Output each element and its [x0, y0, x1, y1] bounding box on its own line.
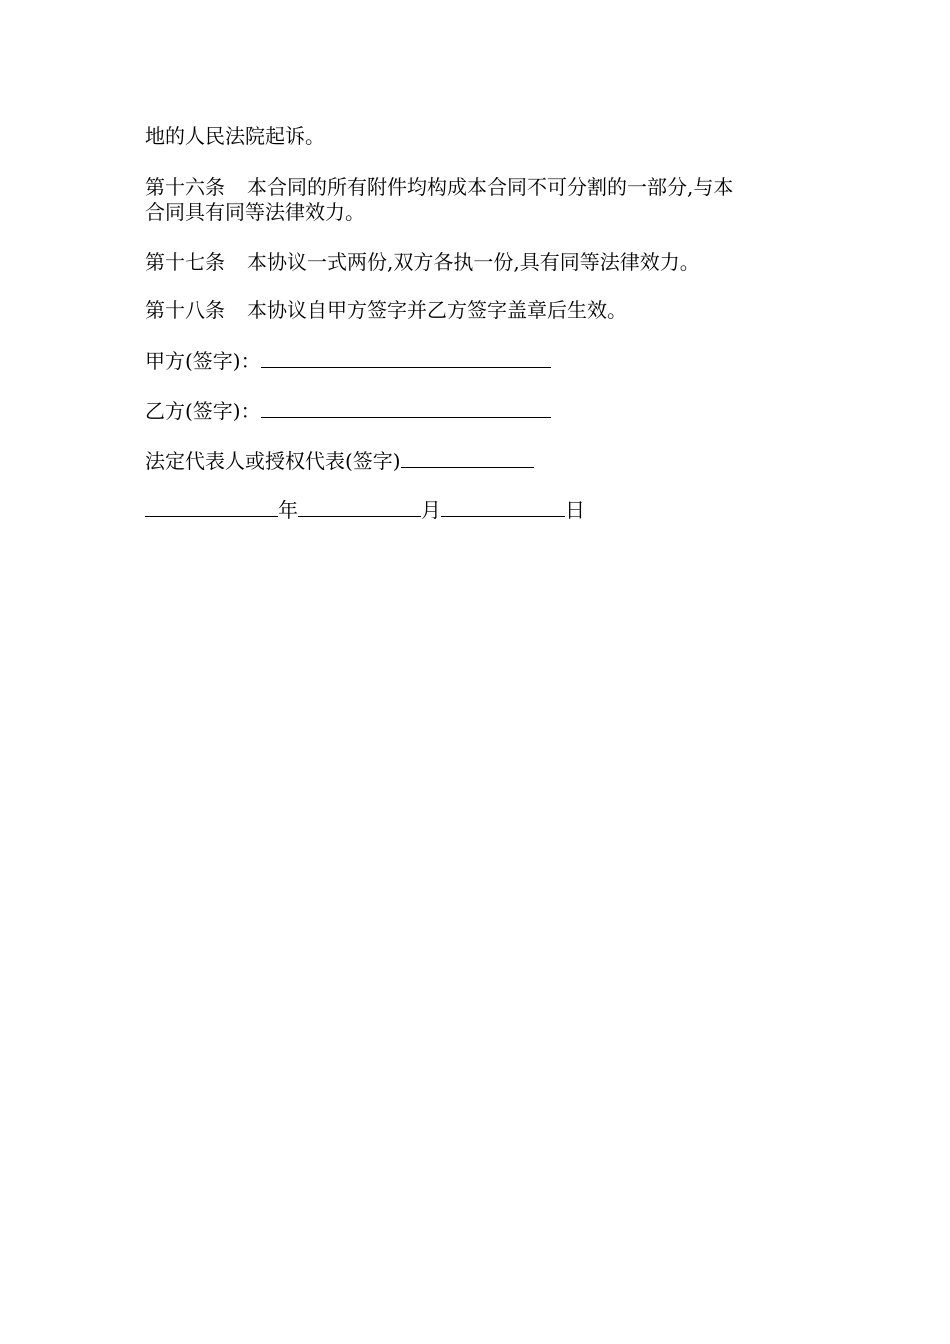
article-16-line-1 [145, 175, 815, 199]
article-17 [145, 250, 815, 274]
article-18-label: 第十八条 [145, 298, 225, 322]
party-a-signature-blank [261, 349, 551, 368]
month-label: 月 [421, 498, 441, 522]
article-16-label: 第十六条 [145, 175, 225, 199]
paragraph-court-clause [145, 124, 815, 148]
article-17-label: 第十七条 [145, 250, 225, 274]
day-label: 日 [565, 498, 585, 522]
party-a-signature-line [145, 349, 815, 373]
year-blank [145, 498, 278, 517]
year-label: 年 [278, 498, 298, 522]
court-clause-text: 地的人民法院起诉。 [145, 124, 325, 148]
article-18-text: 本协议自甲方签字并乙方签字盖章后生效。 [247, 298, 627, 322]
article-16-text-line-1: 本合同的所有附件均构成本合同不可分割的一部分,与本 [247, 175, 734, 199]
representative-signature-blank [401, 449, 534, 468]
day-blank [441, 498, 565, 517]
month-blank [298, 498, 421, 517]
article-18 [145, 298, 815, 322]
party-b-signature-line [145, 399, 815, 423]
article-16-line-2 [145, 200, 815, 224]
article-17-text: 本协议一式两份,双方各执一份,具有同等法律效力。 [247, 250, 700, 274]
party-a-label: 甲方(签字)： [145, 349, 261, 373]
representative-label: 法定代表人或授权代表(签字) [145, 449, 401, 473]
representative-signature-line [145, 449, 815, 473]
article-16-text-line-2: 合同具有同等法律效力。 [145, 200, 365, 224]
party-b-label: 乙方(签字)： [145, 399, 261, 423]
party-b-signature-blank [261, 399, 551, 418]
date-line [145, 498, 815, 522]
